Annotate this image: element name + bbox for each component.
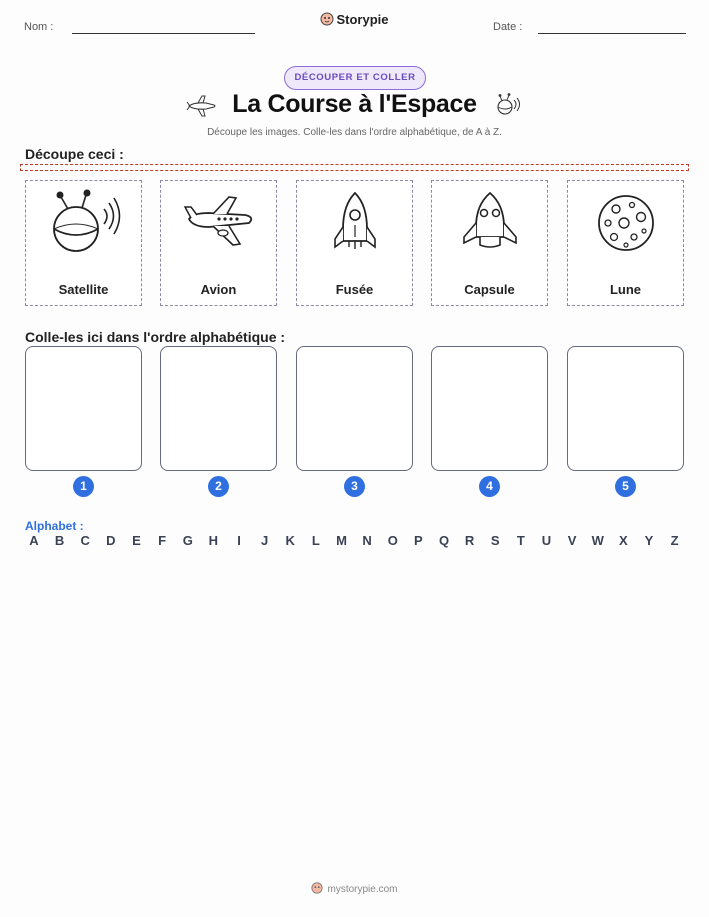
- activity-badge: DÉCOUPER ET COLLER: [284, 66, 426, 90]
- satellite-icon: [44, 189, 124, 259]
- alphabet-letter: Y: [644, 533, 654, 548]
- alphabet-letter: E: [132, 533, 141, 548]
- brand-name: Storypie: [336, 12, 389, 27]
- cut-section-title: Découpe ceci :: [25, 146, 124, 162]
- alphabet-letter: L: [311, 533, 320, 548]
- number-badge-5: 5: [615, 476, 636, 497]
- satellite-doodle-icon: [493, 92, 523, 125]
- cut-card-fusee[interactable]: [296, 180, 413, 306]
- cut-line: [20, 164, 689, 171]
- alphabet-letter: J: [261, 533, 269, 548]
- footer: [0, 882, 709, 895]
- mascot-icon: [311, 882, 323, 894]
- brand-logo: [0, 12, 709, 27]
- paste-box-1[interactable]: [25, 346, 142, 471]
- alphabet-letter: Z: [670, 533, 679, 548]
- capsule-icon: [450, 189, 530, 259]
- footer-url[interactable]: mystorypie.com: [327, 884, 398, 895]
- alphabet-letter: C: [80, 533, 90, 548]
- number-badge-1: 1: [73, 476, 94, 497]
- alphabet-letter: I: [237, 533, 241, 548]
- paste-box-4[interactable]: [431, 346, 548, 471]
- alphabet-letter: M: [336, 533, 347, 548]
- alphabet-row: [25, 533, 684, 548]
- number-badge-4: 4: [479, 476, 500, 497]
- name-line[interactable]: [72, 33, 255, 34]
- instructions: Découpe les images. Colle-les dans l'ordre alphabétique, de A à Z.: [207, 127, 502, 138]
- paste-section-title: Colle-les ici dans l'ordre alphabétique :: [25, 329, 286, 345]
- date-label: Date :: [493, 21, 523, 33]
- alphabet-letter: B: [54, 533, 65, 548]
- paste-box-2[interactable]: [160, 346, 277, 471]
- date-line[interactable]: [538, 33, 686, 34]
- number-badge-3: 3: [344, 476, 365, 497]
- alphabet-letter: H: [208, 533, 219, 548]
- card-label: Avion: [200, 282, 237, 297]
- alphabet-letter: F: [158, 533, 167, 548]
- airplane-icon: [179, 189, 259, 259]
- alphabet-letter: A: [29, 533, 39, 548]
- mascot-icon: [320, 12, 334, 26]
- alphabet-letter: K: [285, 533, 295, 548]
- alphabet-letter: X: [619, 533, 628, 548]
- alphabet-letter: V: [567, 533, 577, 548]
- card-label: Satellite: [58, 282, 109, 297]
- cut-card-capsule[interactable]: [431, 180, 548, 306]
- alphabet-letter: S: [490, 533, 500, 548]
- paste-box-5[interactable]: [567, 346, 684, 471]
- cut-card-avion[interactable]: [160, 180, 277, 306]
- alphabet-letter: D: [106, 533, 116, 548]
- alphabet-letter: T: [516, 533, 525, 548]
- alphabet-letter: G: [182, 533, 193, 548]
- alphabet-title: Alphabet :: [25, 519, 84, 533]
- card-label: Capsule: [464, 282, 515, 297]
- rocket-icon: [315, 189, 395, 259]
- alphabet-letter: Q: [438, 533, 450, 548]
- alphabet-letter: U: [541, 533, 552, 548]
- alphabet-letter: O: [387, 533, 398, 548]
- alphabet-letter: R: [464, 533, 475, 548]
- alphabet-letter: N: [362, 533, 372, 548]
- card-label: Lune: [609, 282, 642, 297]
- cut-card-satellite[interactable]: [25, 180, 142, 306]
- alphabet-letter: W: [591, 533, 604, 548]
- cut-card-lune[interactable]: [567, 180, 684, 306]
- card-label: Fusée: [335, 282, 374, 297]
- moon-icon: [586, 189, 666, 259]
- page-title: La Course à l'Espace: [232, 90, 477, 118]
- paste-box-3[interactable]: [296, 346, 413, 471]
- alphabet-letter: P: [414, 533, 423, 548]
- name-label: Nom :: [24, 21, 54, 33]
- number-badge-2: 2: [208, 476, 229, 497]
